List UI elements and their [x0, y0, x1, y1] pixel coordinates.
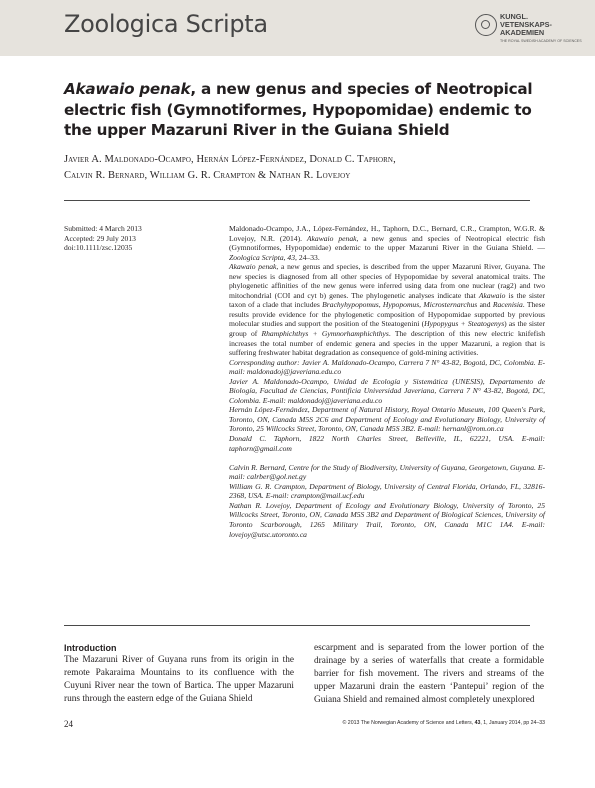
body-column-right: [314, 642, 544, 707]
academy-seal-icon: [475, 14, 497, 36]
intro-continuation: escarpment and is separated from the lower portion of the drainage by a series of waterfalls that create a formidable barrier for fish movement. The rivers and streams of the upper Mazaruni drain the eastern ‘Pantepui’ region of the Guiana Shield and remained almost completely unexplored: [314, 643, 544, 705]
affiliation-lopez: Hernán López-Fernández, Department of Natural History, Royal Ontario Museum, 100 Queen's Park, Toronto, ON, Canada M5S 2C6 and Department of Ecology and Evolutionary Biology, University of Toronto, 25 Willcocks Street, Toronto, ON, Canada M5S 3B2. E-mail: hernanl@rom.on.ca: [229, 405, 545, 434]
page-number: 24: [64, 719, 73, 729]
accepted-date: Accepted: 29 July 2013: [64, 233, 136, 243]
body-column-left: [64, 642, 294, 706]
article-title: [64, 79, 544, 141]
title-species: Akawaio penak: [64, 80, 191, 98]
abstract-text: Akawaio penak, a new genus and species, is described from the upper Mazaruni River, Guyana. The new species is diagnosed from all other species of Hypopomidae by several anatomical traits. The phylogenetic affinities of the new genus were inferred using data from one nuclear (rag2) and two mitochondrial (COI and cyt b) genes. The phylogenetic analyses indicate that Akawaio is the sister taxon of a clade that includes Brachyhypopomus, Hypopomus, Microsternarchus and Racenisia. These results provide evidence for the phylogenetic composition of Hypopomidae supported by previous molecular studies and support the position of the Steatogenini (Hypopygus + Steatogenys) as the sister group of Rhamphichthys + Gymnorhamphichthys. The description of this new electric knifefish increases the total number of endemic genera and species in the upper Mazaruni, a region that is suffering freshwater habitat degradation as consequence of gold-mining activities.: [229, 262, 546, 358]
authors-line-2: Calvin R. Bernard, William G. R. Crampton & Nathan R. Lovejoy: [64, 170, 351, 181]
abstract-rule: [64, 625, 530, 626]
corresponding-author: Corresponding author: Javier A. Maldonado-Ocampo, Carrera 7 N° 43-82, Bogotá, DC, Colombia. E-mail: maldonadoj@javeriana.edu.co: [229, 357, 545, 377]
copyright-notice: © 2013 The Norwegian Academy of Science and Letters, 43, 1, January 2014, pp 24–33: [342, 720, 545, 726]
affiliation-lovejoy: Nathan R. Lovejoy, Department of Ecology and Evolutionary Biology, University of Toronto, 25 Willcocks Street, Toronto, ON, Canada M5S 3B2 and Department of Biological Sciences, University of Toronto Scarborough, 1265 Military Trail, Toronto, ON, Canada M1C 1A4. E-mail: lovejoy@utsc.utoronto.ca: [229, 500, 545, 539]
academy-name: KUNGL. VETENSKAPS- AKADEMIEN: [500, 12, 552, 37]
submitted-date: Submitted: 4 March 2013: [64, 224, 142, 233]
journal-masthead: [0, 0, 595, 56]
article-dates: [64, 224, 204, 253]
affiliation-taphorn: Donald C. Taphorn, 1822 North Charles Street, Belleville, IL, 62221, USA. E-mail: taphorn@gmail.com: [229, 434, 545, 453]
section-heading: Introduction: [64, 643, 117, 653]
header-rule: [64, 200, 530, 201]
intro-paragraph: The Mazaruni River of Guyana runs from its origin in the remote Pakaraima Mountains to its confluence with the Cuyuni River near the town of Bartica. The upper Mazaruni runs through the eastern edge of the Guiana Shield: [64, 655, 294, 704]
journal-title: Zoologica Scripta: [64, 10, 268, 38]
affiliation-crampton: William G. R. Crampton, Department of Biology, University of Central Florida, Orlando, FL, 32816-2368, USA. E-mail: crampton@mail.ucf.edu: [229, 481, 545, 501]
doi: doi:10.1111/zsc.12035: [64, 243, 133, 253]
academy-logo: [475, 12, 582, 46]
authors-line-1: Javier A. Maldonado-Ocampo, Hernán López-Fernández, Donald C. Taphorn,: [64, 154, 396, 165]
academy-subtitle: THE ROYAL SWEDISH ACADEMY OF SCIENCES: [500, 39, 582, 43]
affiliation-maldonado: Javier A. Maldonado-Ocampo, Unidad de Ecología y Sistemática (UNESIS), Departamento de Biología, Facultad de Ciencias, Pontificia Universidad Javeriana, Carrera 7 N° 43-82, Bogotá, DC, Colombia. E-mail: maldonadoj@javeriana.edu.co: [229, 376, 545, 405]
abstract-block: [229, 224, 545, 539]
author-list: [64, 152, 544, 184]
title-rest: , a new genus and species of Neotropical electric fish (Gymnotiformes, Hypopomidae) endemic to the upper Mazaruni River in the Guiana Shield: [64, 80, 533, 139]
affiliation-bernard: Calvin R. Bernard, Centre for the Study of Biodiversity, University of Guyana, Georgetown, Guyana. E-mail: calrber@gol.net.gy: [229, 462, 545, 482]
citation: Maldonado-Ocampo, J.A., López-Fernández, H., Taphorn, D.C., Bernard, C.R., Crampton, W.G.R. & Lovejoy, N.R. (2014). Akawaio penak, a new genus and species of Neotropical electric fish (Gymnotiformes, Hypopomidae) endemic to the upper Mazaruni River in the Guiana Shield. —Zoologica Scripta, 43, 24–33.: [229, 224, 545, 262]
